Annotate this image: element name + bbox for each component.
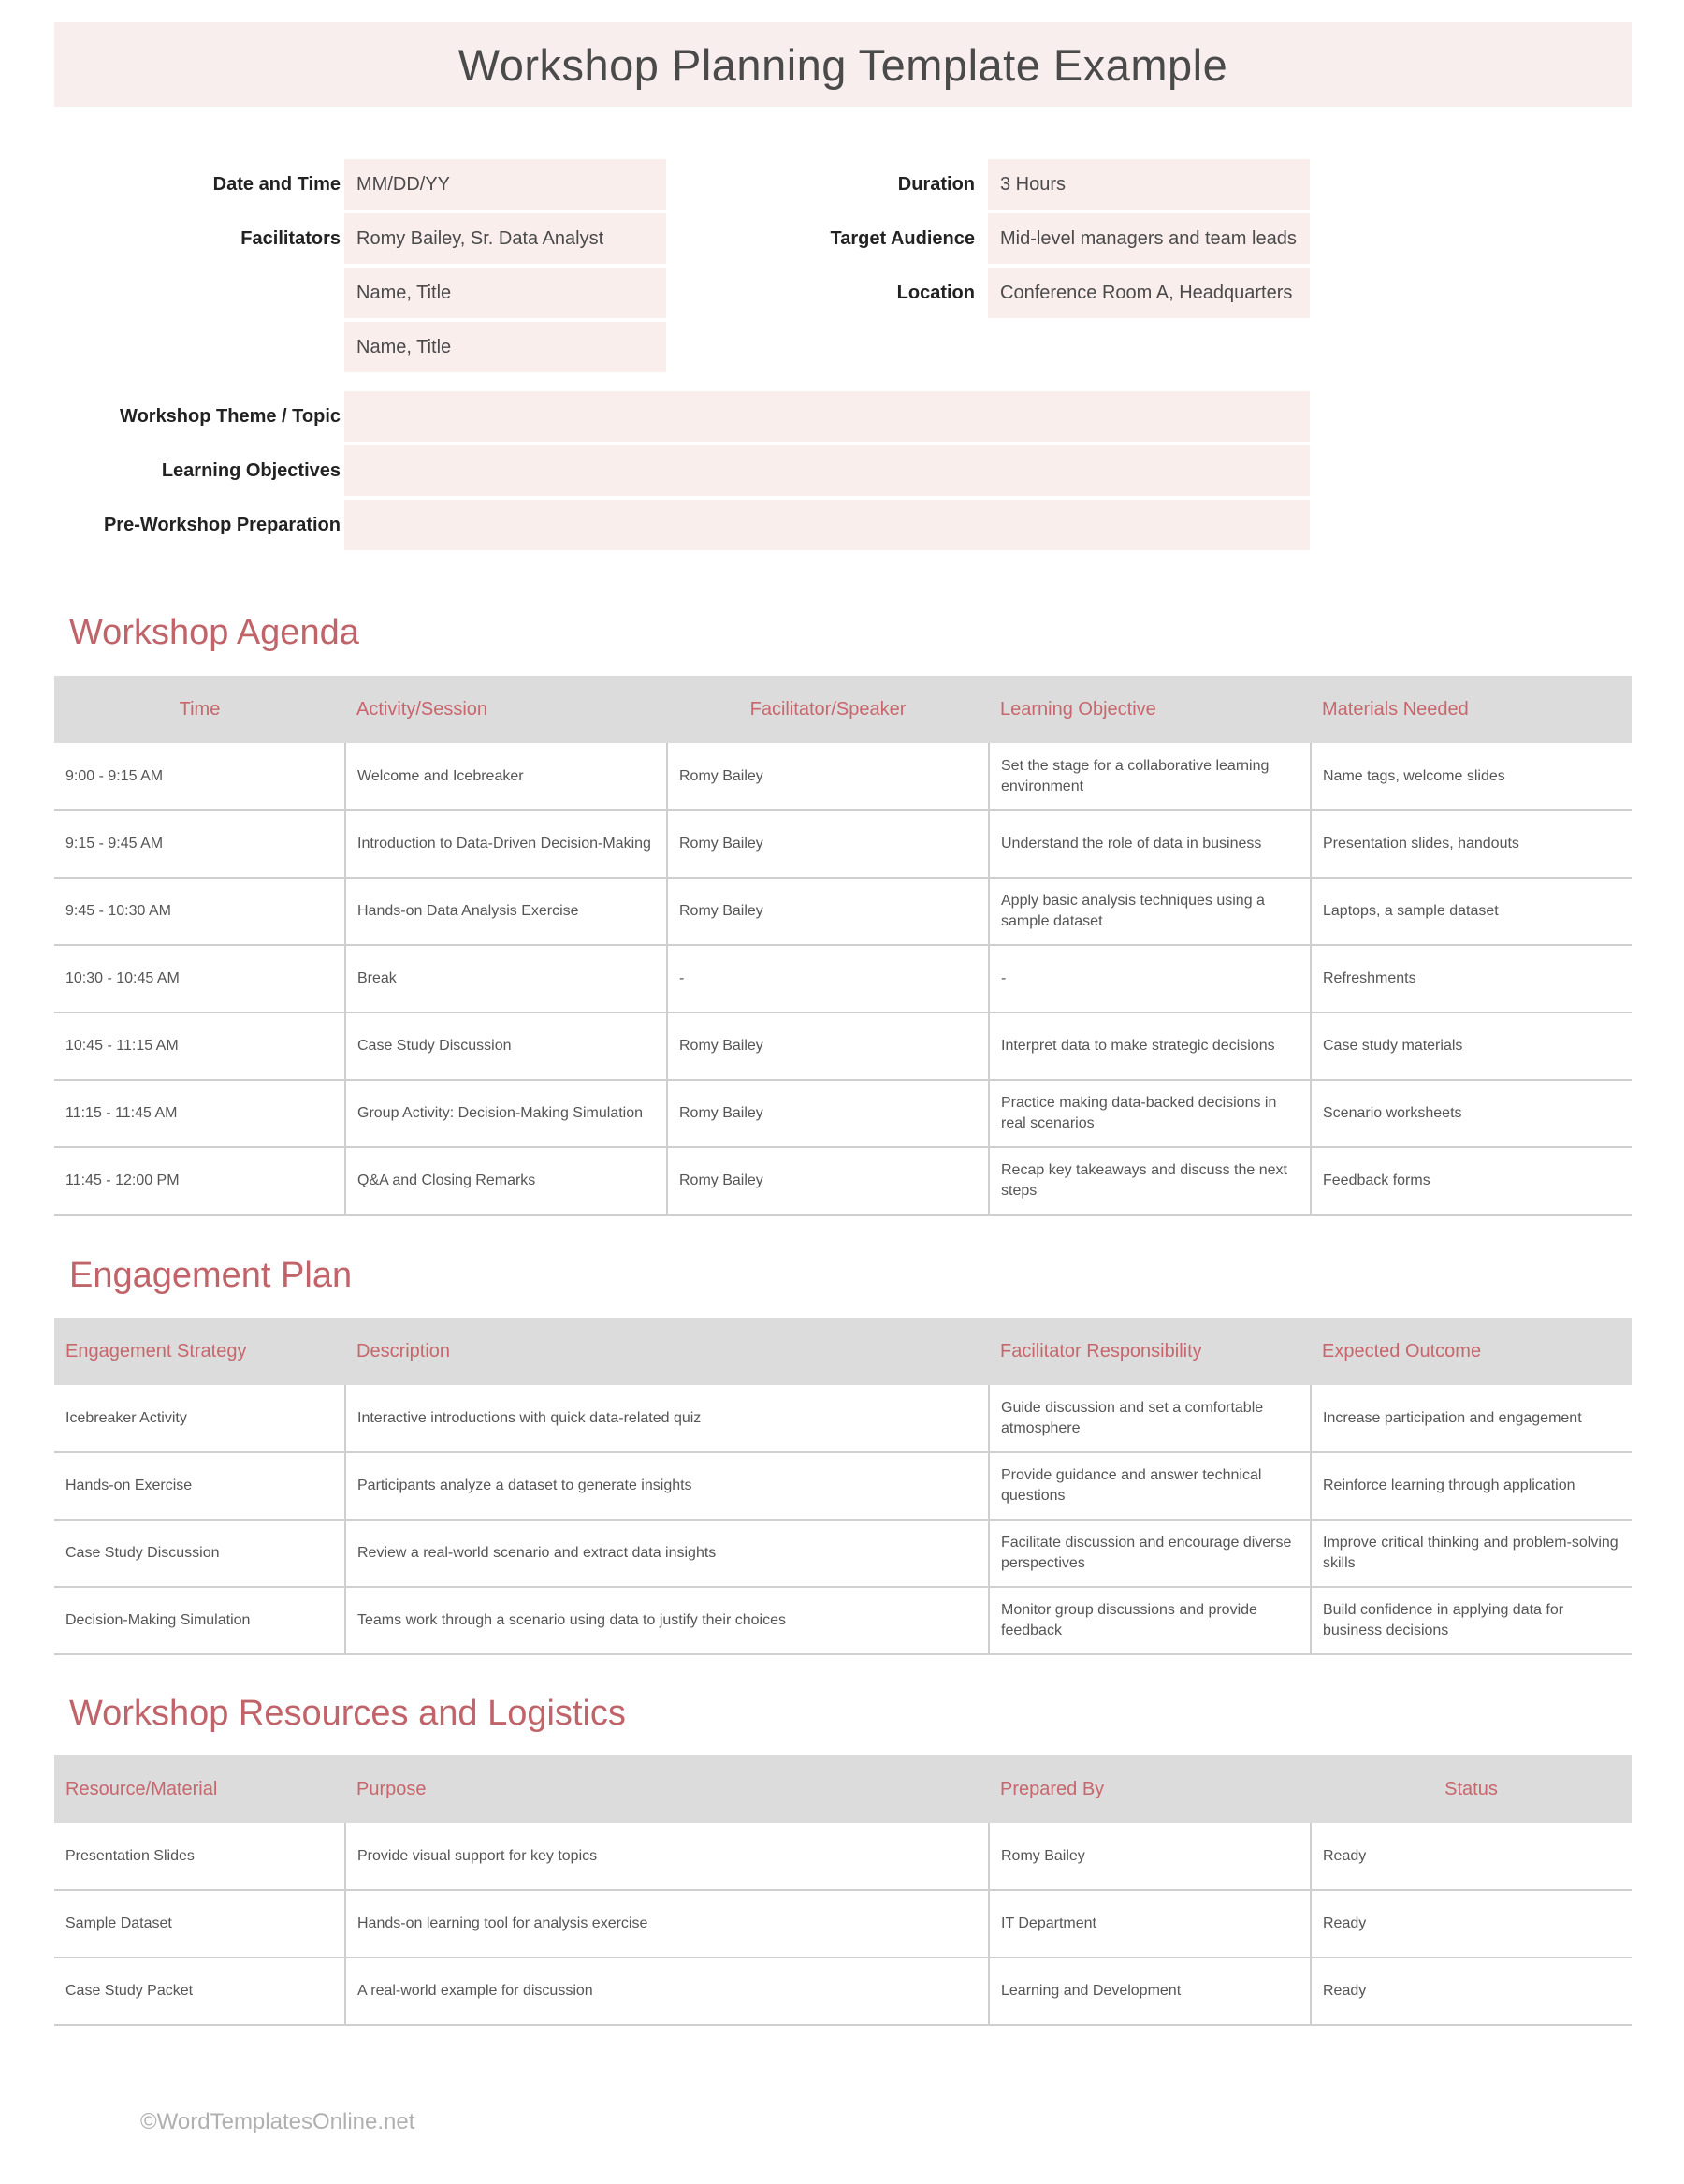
engagement-cell: Interactive introductions with quick data-related quiz: [345, 1385, 989, 1452]
resources-cell: Provide visual support for key topics: [345, 1823, 989, 1890]
engagement-cell: Case Study Discussion: [54, 1520, 345, 1587]
facilitator-field-3[interactable]: Name, Title: [344, 322, 666, 372]
location-field[interactable]: Conference Room A, Headquarters: [988, 268, 1310, 318]
agenda-cell: Hands-on Data Analysis Exercise: [345, 878, 667, 945]
agenda-cell: Case study materials: [1311, 1012, 1632, 1080]
agenda-header-materials: Materials Needed: [1311, 676, 1632, 743]
audience-field[interactable]: Mid-level managers and team leads: [988, 213, 1310, 264]
agenda-cell: Practice making data-backed decisions in real scenarios: [989, 1080, 1311, 1147]
agenda-cell: Laptops, a sample dataset: [1311, 878, 1632, 945]
engagement-cell: Icebreaker Activity: [54, 1385, 345, 1452]
agenda-cell: Name tags, welcome slides: [1311, 743, 1632, 810]
facilitator-field-2[interactable]: Name, Title: [344, 268, 666, 318]
agenda-cell: 10:30 - 10:45 AM: [54, 945, 345, 1012]
resources-cell: Presentation Slides: [54, 1823, 345, 1890]
page-title: Workshop Planning Template Example: [457, 39, 1228, 90]
agenda-cell: 9:45 - 10:30 AM: [54, 878, 345, 945]
table-row: [54, 1520, 1632, 1587]
date-field[interactable]: MM/DD/YY: [344, 159, 666, 210]
agenda-cell: -: [989, 945, 1311, 1012]
resources-table: [54, 1755, 1632, 2026]
engagement-cell: Decision-Making Simulation: [54, 1587, 345, 1654]
engagement-cell: Reinforce learning through application: [1311, 1452, 1632, 1520]
table-row: [54, 1958, 1632, 2025]
agenda-cell: Recap key takeaways and discuss the next steps: [989, 1147, 1311, 1215]
agenda-cell: Feedback forms: [1311, 1147, 1632, 1215]
facilitator-field-1[interactable]: Romy Bailey, Sr. Data Analyst: [344, 213, 666, 264]
prep-field[interactable]: [344, 500, 1310, 550]
agenda-table: [54, 676, 1632, 1216]
agenda-cell: Romy Bailey: [667, 743, 989, 810]
objectives-label: Learning Objectives: [161, 460, 341, 481]
table-row: [54, 1012, 1632, 1080]
agenda-cell: Apply basic analysis techniques using a sample dataset: [989, 878, 1311, 945]
resources-cell: Learning and Development: [989, 1958, 1311, 2025]
agenda-cell: Group Activity: Decision-Making Simulation: [345, 1080, 667, 1147]
agenda-cell: Case Study Discussion: [345, 1012, 667, 1080]
audience-label: Target Audience: [830, 228, 975, 249]
agenda-cell: 9:00 - 9:15 AM: [54, 743, 345, 810]
engagement-cell: Participants analyze a dataset to generate insights: [345, 1452, 989, 1520]
engagement-cell: Review a real-world scenario and extract data insights: [345, 1520, 989, 1587]
table-row: [54, 878, 1632, 945]
table-row: [54, 810, 1632, 878]
agenda-cell: Romy Bailey: [667, 1012, 989, 1080]
table-row: [54, 1823, 1632, 1890]
resources-cell: A real-world example for discussion: [345, 1958, 989, 2025]
agenda-cell: 11:45 - 12:00 PM: [54, 1147, 345, 1215]
engagement-cell: Provide guidance and answer technical questions: [989, 1452, 1311, 1520]
engagement-header-description: Description: [345, 1318, 989, 1385]
engagement-cell: Facilitate discussion and encourage diverse perspectives: [989, 1520, 1311, 1587]
agenda-cell: Welcome and Icebreaker: [345, 743, 667, 810]
duration-field[interactable]: 3 Hours: [988, 159, 1310, 210]
engagement-table: [54, 1318, 1632, 1655]
agenda-cell: Romy Bailey: [667, 810, 989, 878]
agenda-cell: 10:45 - 11:15 AM: [54, 1012, 345, 1080]
agenda-cell: Break: [345, 945, 667, 1012]
agenda-cell: Presentation slides, handouts: [1311, 810, 1632, 878]
engagement-cell: Guide discussion and set a comfortable atmosphere: [989, 1385, 1311, 1452]
table-row: [54, 1587, 1632, 1654]
date-label: Date and Time: [212, 174, 341, 195]
footer-watermark: ©WordTemplatesOnline.net: [140, 2109, 415, 2134]
engagement-cell: Teams work through a scenario using data to justify their choices: [345, 1587, 989, 1654]
agenda-header-objective: Learning Objective: [989, 676, 1311, 743]
theme-field[interactable]: [344, 391, 1310, 442]
facilitators-label: Facilitators: [240, 228, 341, 249]
table-row: [54, 1890, 1632, 1958]
engagement-header-outcome: Expected Outcome: [1311, 1318, 1632, 1385]
resources-cell: Sample Dataset: [54, 1890, 345, 1958]
location-label: Location: [896, 283, 975, 303]
duration-label: Duration: [897, 174, 975, 195]
table-row: [54, 1147, 1632, 1215]
resources-cell: Hands-on learning tool for analysis exercise: [345, 1890, 989, 1958]
resources-cell: Romy Bailey: [989, 1823, 1311, 1890]
table-row: [54, 1385, 1632, 1452]
agenda-cell: Refreshments: [1311, 945, 1632, 1012]
agenda-cell: 11:15 - 11:45 AM: [54, 1080, 345, 1147]
engagement-cell: Hands-on Exercise: [54, 1452, 345, 1520]
agenda-cell: Romy Bailey: [667, 878, 989, 945]
engagement-cell: Monitor group discussions and provide feedback: [989, 1587, 1311, 1654]
engagement-cell: Increase participation and engagement: [1311, 1385, 1632, 1452]
theme-label: Workshop Theme / Topic: [120, 406, 341, 427]
agenda-cell: Introduction to Data-Driven Decision-Making: [345, 810, 667, 878]
table-row: [54, 743, 1632, 810]
agenda-cell: Interpret data to make strategic decisions: [989, 1012, 1311, 1080]
engagement-header-responsibility: Facilitator Responsibility: [989, 1318, 1311, 1385]
objectives-field[interactable]: [344, 445, 1310, 496]
agenda-cell: Scenario worksheets: [1311, 1080, 1632, 1147]
agenda-cell: Romy Bailey: [667, 1147, 989, 1215]
engagement-cell: Improve critical thinking and problem-solving skills: [1311, 1520, 1632, 1587]
agenda-header-time: Time: [54, 676, 345, 743]
resources-header-purpose: Purpose: [345, 1755, 989, 1823]
agenda-cell: Romy Bailey: [667, 1080, 989, 1147]
agenda-header-activity: Activity/Session: [345, 676, 667, 743]
agenda-cell: 9:15 - 9:45 AM: [54, 810, 345, 878]
agenda-title: Workshop Agenda: [69, 613, 359, 652]
prep-label: Pre-Workshop Preparation: [103, 515, 341, 535]
resources-title: Workshop Resources and Logistics: [69, 1694, 626, 1733]
resources-cell: Ready: [1311, 1890, 1632, 1958]
agenda-cell: Q&A and Closing Remarks: [345, 1147, 667, 1215]
agenda-cell: Set the stage for a collaborative learning environment: [989, 743, 1311, 810]
table-row: [54, 945, 1632, 1012]
resources-cell: Case Study Packet: [54, 1958, 345, 2025]
resources-cell: Ready: [1311, 1958, 1632, 2025]
agenda-cell: Understand the role of data in business: [989, 810, 1311, 878]
resources-cell: Ready: [1311, 1823, 1632, 1890]
engagement-cell: Build confidence in applying data for business decisions: [1311, 1587, 1632, 1654]
engagement-title: Engagement Plan: [69, 1256, 353, 1295]
agenda-cell: -: [667, 945, 989, 1012]
resources-cell: IT Department: [989, 1890, 1311, 1958]
table-row: [54, 1452, 1632, 1520]
title-banner: [54, 22, 1632, 107]
resources-header-material: Resource/Material: [54, 1755, 345, 1823]
agenda-header-facilitator: Facilitator/Speaker: [667, 676, 989, 743]
table-row: [54, 1080, 1632, 1147]
engagement-header-strategy: Engagement Strategy: [54, 1318, 345, 1385]
resources-header-prepared-by: Prepared By: [989, 1755, 1311, 1823]
resources-header-status: Status: [1311, 1755, 1632, 1823]
